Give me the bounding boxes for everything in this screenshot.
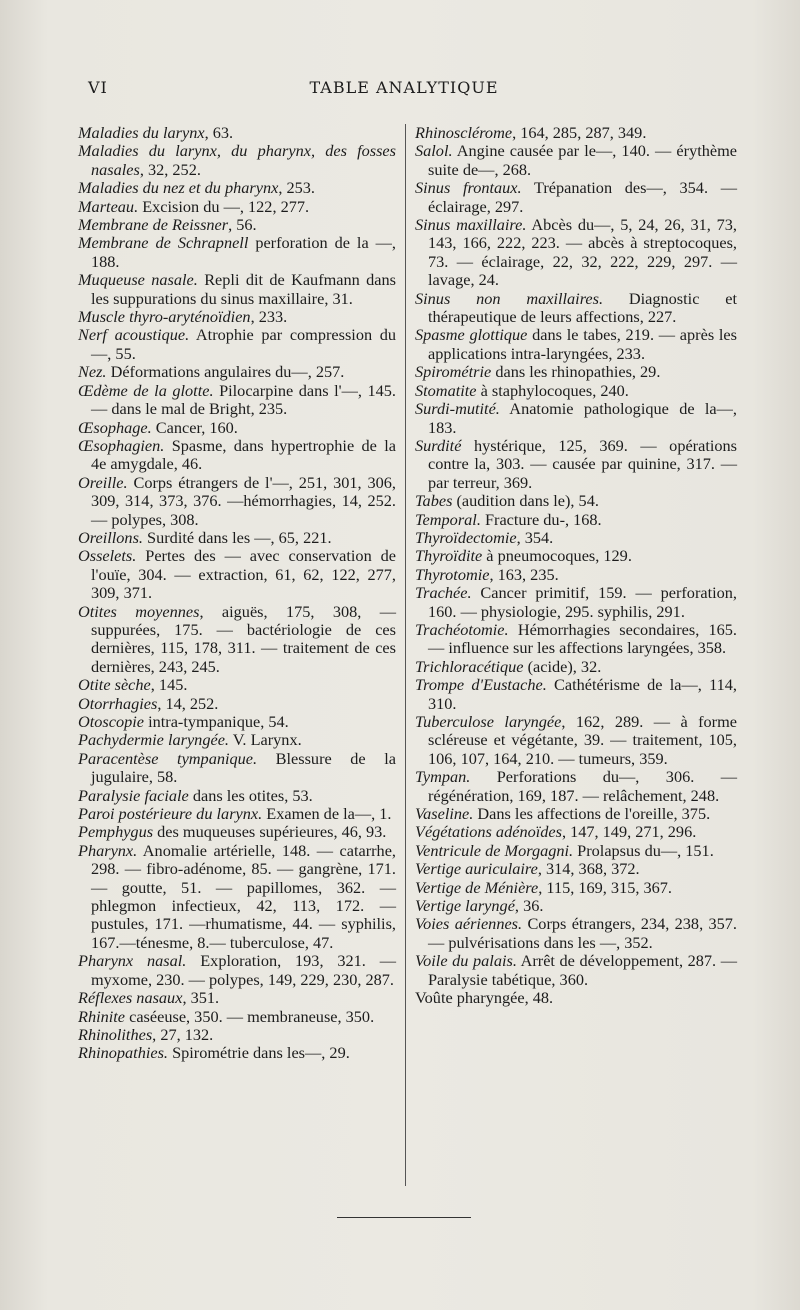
- index-term: Muscle thyro-aryténoïdien: [78, 307, 251, 327]
- index-entry: [415, 400, 737, 437]
- index-entry: [415, 823, 737, 841]
- index-references: Perforations du—, 306. — régénération, 169, 187. — relâchement, 248.: [428, 767, 737, 805]
- index-term: Œsophagien.: [78, 435, 165, 455]
- index-term: Maladies du nez et du pharynx: [78, 178, 279, 198]
- index-entry: [78, 695, 396, 713]
- index-term: Membrane de Schrapnell: [78, 233, 249, 253]
- index-references: Pertes des — avec conservation de l'ouïe, 304. — extraction, 61, 62, 122, 277, 309, 371.: [91, 546, 396, 603]
- index-term: Sinus non maxillaires.: [415, 288, 604, 308]
- index-references: , 36.: [514, 896, 544, 916]
- index-term: Stomatite: [415, 380, 477, 400]
- index-references: des muqueuses supérieures, 46, 93.: [153, 822, 387, 842]
- index-term: Vaseline.: [415, 804, 474, 824]
- index-references: Exploration, 193, 321. — myxome, 230. — polypes, 149, 229, 230, 287.: [91, 951, 397, 989]
- index-entry: [78, 823, 396, 841]
- index-references: , 162, 289. — à forme scléreuse et végétante, 39. — traitement, 105, 106, 107, 164, 210. — tumeurs, 359.: [428, 712, 737, 768]
- index-term: Maladies du larynx, du pharynx, des fosses nasales: [78, 141, 396, 179]
- index-references: , 14, 252.: [157, 693, 219, 713]
- index-entry: [78, 474, 396, 529]
- index-term: Thyrotomie: [415, 564, 490, 584]
- index-term: Trichloracétique: [415, 656, 524, 676]
- index-references: Voûte pharyngée, 48.: [415, 988, 554, 1008]
- index-term: Végétations adénoïdes: [415, 822, 562, 842]
- index-references: Atrophie par compression du —, 55.: [91, 325, 397, 363]
- index-references: perforation de la —, 188.: [91, 233, 396, 271]
- index-references: , 354.: [516, 527, 554, 547]
- index-term: Rhinosclérome: [415, 123, 513, 142]
- index-entry: [415, 437, 737, 492]
- index-references: dans les otites, 53.: [188, 785, 313, 805]
- index-entry: [415, 805, 737, 823]
- index-term: Temporal.: [415, 509, 481, 529]
- index-references: , 56.: [228, 215, 257, 235]
- index-entry: [78, 382, 396, 419]
- page-header: [88, 78, 720, 102]
- index-term: Ventricule de Morgagni.: [415, 840, 574, 860]
- index-entry: [415, 842, 737, 860]
- index-entry: [415, 547, 737, 565]
- index-term: Nez.: [78, 362, 107, 382]
- index-references: , 147, 149, 271, 296.: [561, 822, 697, 842]
- index-entry: [415, 989, 737, 1007]
- index-entry: [78, 713, 396, 731]
- index-entry: [78, 603, 396, 677]
- index-references: Spirométrie dans les—, 29.: [168, 1043, 350, 1063]
- index-entry: [415, 952, 737, 989]
- index-term: Pachydermie laryngée.: [78, 730, 229, 750]
- index-entry: [415, 860, 737, 878]
- index-entry: [415, 621, 737, 658]
- index-entry: [78, 419, 396, 437]
- index-entry: [78, 1008, 396, 1026]
- index-references: Anomalie artérielle, 148. — catarrhe, 298. — fibro-adénome, 85. — gangrène, 171. — goutte, 51. — papillomes, 362. — phlegmon infectieux, 42, 113, 172. — pustules, 171. —rhumatisme, 44. — syphilis, 167.—ténesme, 8.— tuberculose, 47.: [91, 840, 396, 952]
- index-references: V. Larynx.: [229, 730, 302, 750]
- index-entry: [415, 382, 737, 400]
- index-references: Déformations angulaires du—, 257.: [106, 362, 345, 382]
- index-references: Excision du —, 122, 277.: [138, 196, 310, 216]
- index-term: Pemphygus: [78, 822, 154, 842]
- index-term: Nerf acoustique.: [78, 325, 190, 345]
- index-references: hystérique, 125, 369. — opérations contre la, 303. — causée par quinine, 317. — par terreur, 369.: [428, 435, 737, 492]
- index-entry: [78, 1026, 396, 1044]
- page-title: TABLE ANALYTIQUE: [309, 78, 499, 97]
- index-references: dans les rhinopathies, 29.: [491, 362, 661, 382]
- column-divider: [405, 124, 406, 1186]
- index-term: Voile du palais.: [415, 951, 517, 971]
- index-entry: [415, 897, 737, 915]
- index-entry: [415, 290, 737, 327]
- index-references: à pneumocoques, 129.: [482, 546, 632, 566]
- index-term: Trachéotomie.: [415, 619, 509, 639]
- index-references: Trépanation des—, 354. — éclairage, 297.: [428, 178, 737, 216]
- index-references: Cathétérisme de la—, 114, 310.: [428, 675, 737, 713]
- index-entry: [78, 731, 396, 749]
- index-entry: [415, 768, 737, 805]
- index-entry: [415, 124, 737, 142]
- index-entry: [78, 842, 396, 952]
- index-entry: [415, 915, 737, 952]
- index-term: Trompe d'Eustache.: [415, 675, 547, 695]
- index-term: Spirométrie: [415, 362, 492, 382]
- index-references: Cancer, 160.: [151, 417, 238, 437]
- index-entry: [415, 879, 737, 897]
- index-entry: [78, 124, 396, 142]
- index-references: Anatomie pathologique de la—, 183.: [428, 399, 737, 437]
- index-term: Surdi-mutité.: [415, 399, 500, 419]
- index-entry: [415, 142, 737, 179]
- index-references: à staphylocoques, 240.: [476, 380, 629, 400]
- index-term: Otite sèche: [78, 675, 151, 695]
- index-entry: [415, 363, 737, 381]
- index-term: Tympan.: [415, 767, 471, 787]
- index-references: Diagnostic et thérapeutique de leurs affections, 227.: [428, 288, 737, 327]
- index-entry: [415, 658, 737, 676]
- index-entry: [78, 787, 396, 805]
- index-references: Pilocarpine dans l'—, 145. — dans le mal de Bright, 235.: [91, 380, 396, 419]
- bottom-rule: [337, 1217, 471, 1218]
- index-column-right: [415, 124, 737, 1008]
- index-references: Prolapsus du—, 151.: [573, 840, 714, 860]
- index-entry: [78, 952, 396, 989]
- index-references: Repli dit de Kaufmann dans les suppurations du sinus maxillaire, 31.: [91, 270, 396, 308]
- index-references: , 32, 252.: [139, 159, 201, 179]
- index-term: Tuberculose laryngée: [415, 712, 562, 731]
- index-term: Membrane de Reissner: [78, 215, 229, 235]
- index-term: Paroi postérieure du larynx.: [78, 804, 263, 824]
- index-entry: [78, 216, 396, 234]
- index-term: Œsophage.: [78, 417, 152, 437]
- index-entry: [415, 584, 737, 621]
- index-term: Réflexes nasaux: [78, 988, 183, 1008]
- index-entry: [78, 234, 396, 271]
- index-term: Rhinolithes: [78, 1024, 153, 1044]
- index-entry: [415, 566, 737, 584]
- index-term: Sinus maxillaire.: [415, 215, 527, 235]
- index-entry: [415, 492, 737, 510]
- index-term: Œdème de la glotte.: [78, 380, 214, 400]
- index-references: , 145.: [150, 675, 188, 695]
- index-term: Vertige laryngé: [415, 896, 515, 916]
- index-references: Cancer primitif, 159. — perforation, 160. — physiologie, 295. syphilis, 291.: [428, 583, 737, 621]
- index-entry: [78, 308, 396, 326]
- index-term: Voies aériennes.: [415, 914, 523, 934]
- index-term: Vertige auriculaire: [415, 859, 538, 879]
- index-term: Oreille.: [78, 472, 128, 492]
- index-term: Osselets.: [78, 546, 137, 566]
- index-references: , 163, 235.: [489, 564, 559, 584]
- index-references: (audition dans le), 54.: [452, 491, 599, 511]
- index-term: Pharynx nasal.: [78, 951, 187, 971]
- index-references: , 314, 368, 372.: [537, 859, 640, 879]
- index-entry: [415, 326, 737, 363]
- index-entry: [415, 511, 737, 529]
- index-term: Muqueuse nasale.: [78, 270, 198, 290]
- index-term: Maladies du larynx: [78, 123, 205, 142]
- index-entry: [78, 198, 396, 216]
- index-references: Corps étrangers de l'—, 251, 301, 306, 309, 314, 373, 376. —hémorrhagies, 14, 252. — polypes, 308.: [91, 472, 396, 529]
- index-entry: [415, 529, 737, 547]
- index-entry: [78, 1044, 396, 1062]
- index-term: Rhinopathies.: [78, 1043, 168, 1063]
- index-term: Salol.: [415, 141, 453, 161]
- index-entry: [78, 529, 396, 547]
- index-entry: [415, 179, 737, 216]
- index-references: , 27, 132.: [152, 1024, 214, 1044]
- index-column-left: [78, 124, 396, 1063]
- index-term: Rhinite: [78, 1006, 126, 1026]
- index-references: , aiguës, 175, 308, — suppurées, 175. — bactériologie de ces dernières, 115, 178, 311. — traitement de ces dernières, 243, 245.: [91, 601, 396, 676]
- index-entry: [78, 676, 396, 694]
- index-references: Abcès du—, 5, 24, 26, 31, 73, 143, 166, 222, 223. — abcès à streptocoques, 73. — éclairage, 22, 32, 222, 229, 297. — lavage, 24.: [428, 215, 738, 290]
- index-entry: [78, 363, 396, 381]
- index-term: Vertige de Ménière: [415, 877, 539, 897]
- index-term: Otites moyennes: [78, 601, 200, 621]
- index-term: Marteau.: [78, 196, 139, 216]
- index-entry: [78, 326, 396, 363]
- index-entry: [78, 142, 396, 179]
- page-number: VI: [88, 78, 108, 97]
- index-references: , 351.: [182, 988, 220, 1008]
- index-references: caséeuse, 350. — membraneuse, 350.: [125, 1006, 375, 1026]
- index-term: Spasme glottique: [415, 325, 528, 345]
- index-references: , 164, 285, 287, 349.: [512, 123, 647, 142]
- index-entry: [78, 989, 396, 1007]
- index-references: Arrêt de développement, 287. — Paralysie tabétique, 360.: [428, 951, 737, 989]
- index-entry: [78, 805, 396, 823]
- index-references: Dans les affections de l'oreille, 375.: [473, 804, 711, 824]
- index-references: Blessure de la jugulaire, 58.: [91, 748, 396, 787]
- index-entry: [78, 547, 396, 602]
- index-references: intra-tympanique, 54.: [144, 712, 289, 731]
- index-term: Tabes: [415, 491, 453, 511]
- index-references: , 233.: [250, 307, 288, 327]
- index-references: Hémorrhagies secondaires, 165. — influence sur les affections laryngées, 358.: [428, 619, 737, 658]
- index-entry: [415, 216, 737, 290]
- index-entry: [415, 713, 737, 768]
- index-term: Paracentèse tympanique.: [78, 748, 258, 768]
- index-references: , 63.: [204, 123, 234, 142]
- index-entry: [78, 750, 396, 787]
- index-term: Paralysie faciale: [78, 785, 189, 805]
- index-references: Surdité dans les —, 65, 221.: [142, 527, 332, 547]
- index-entry: [415, 676, 737, 713]
- index-term: Thyroïdite: [415, 546, 483, 566]
- index-term: Oreillons.: [78, 527, 143, 547]
- index-references: , 253.: [278, 178, 315, 198]
- index-references: (acide), 32.: [523, 656, 602, 676]
- index-references: , 115, 169, 315, 367.: [538, 877, 672, 897]
- index-references: Examen de la—, 1.: [262, 804, 392, 824]
- index-references: dans le tabes, 219. — après les applications intra-laryngées, 233.: [428, 325, 737, 363]
- index-entry: [78, 437, 396, 474]
- index-term: Surdité: [415, 435, 462, 455]
- index-references: Angine causée par le—, 140. — érythème suite de—, 268.: [428, 141, 737, 179]
- index-references: Spasme, dans hypertrophie de la 4e amygdale, 46.: [91, 435, 396, 474]
- index-references: Corps étrangers, 234, 238, 357. — pulvérisations dans les —, 352.: [428, 914, 737, 952]
- index-term: Otorrhagies: [78, 693, 158, 713]
- index-references: Fracture du-, 168.: [480, 509, 602, 529]
- index-term: Trachée.: [415, 583, 472, 603]
- index-term: Pharynx.: [78, 840, 138, 860]
- index-term: Otoscopie: [78, 712, 145, 731]
- index-term: Thyroïdectomie: [415, 527, 517, 547]
- index-term: Sinus frontaux.: [415, 178, 522, 198]
- index-entry: [78, 271, 396, 308]
- index-entry: [78, 179, 396, 197]
